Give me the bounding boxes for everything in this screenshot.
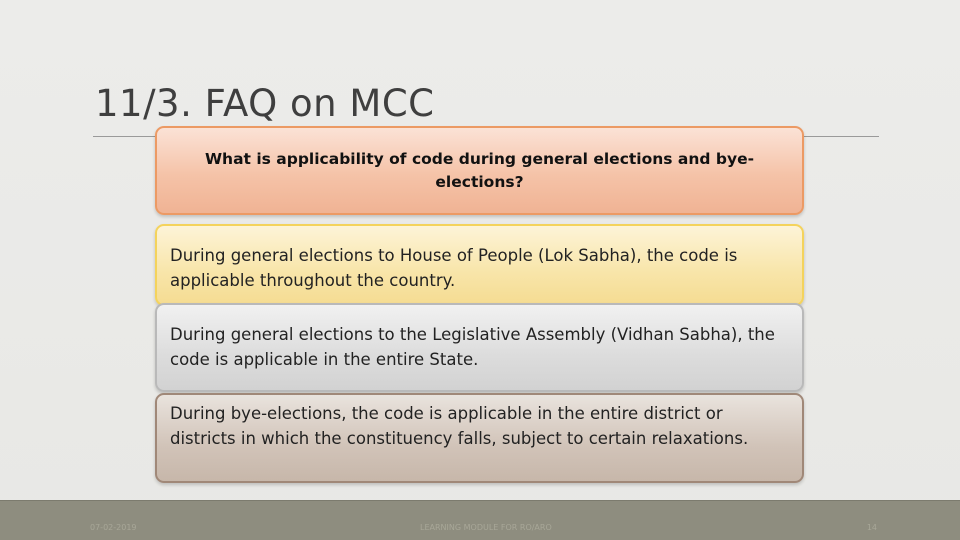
question-box <box>155 126 804 215</box>
footer-page-number: 14 <box>866 523 877 532</box>
answer-box-bye-elections <box>155 393 804 483</box>
answer-text: During general elections to the Legislative Assembly (Vidhan Sabha), the code is applicable in the entire State. <box>170 325 775 369</box>
footer-date: 07-02-2019 <box>90 523 137 532</box>
answer-box-vidhan-sabha <box>155 303 804 392</box>
question-text: What is applicability of code during general elections and bye-elections? <box>204 150 755 191</box>
answer-text: During bye-elections, the code is applicable in the entire district or districts in which the constituency falls, subject to certain relaxations. <box>170 404 749 448</box>
answer-text: During general elections to House of People (Lok Sabha), the code is applicable throughout the country. <box>170 246 738 290</box>
slide-title: 11/3. FAQ on MCC <box>95 82 435 125</box>
answer-box-lok-sabha <box>155 224 804 306</box>
footer-bar <box>0 500 960 540</box>
footer-title: LEARNING MODULE FOR RO/ARO <box>420 523 552 532</box>
